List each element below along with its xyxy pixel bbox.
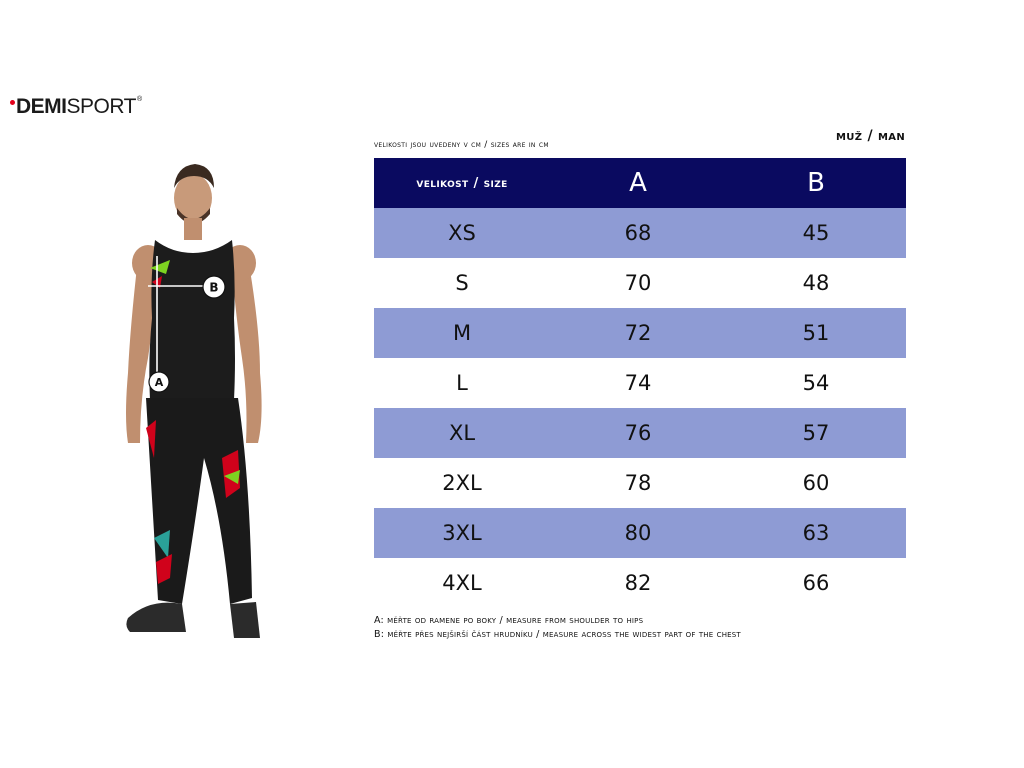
cell-a: 80 (624, 521, 652, 545)
table-row (374, 258, 906, 308)
cell-size: S (455, 271, 469, 295)
cell-a: 82 (624, 571, 652, 595)
logo-demi-text: DEMI (16, 95, 67, 118)
logo-registered-mark: ® (136, 96, 142, 103)
cell-a: 78 (624, 471, 652, 495)
cell-size: L (456, 371, 468, 395)
cell-a: 70 (624, 271, 652, 295)
cell-a: 76 (624, 421, 652, 445)
units-note: velikosti jsou uvedeny v cm / sizes are in cm (374, 140, 549, 150)
logo-sport-text: SPORT (66, 95, 136, 118)
demisport-logo (10, 94, 142, 120)
table-row (374, 458, 906, 508)
cell-a: 68 (624, 221, 652, 245)
header-a: A (629, 168, 647, 198)
cell-b: 63 (802, 521, 830, 545)
measurement-notes (374, 614, 741, 642)
table-row (374, 508, 906, 558)
cell-size: 3XL (442, 521, 482, 545)
model-figure-illustration (110, 158, 280, 644)
cell-a: 72 (624, 321, 652, 345)
cell-size: 2XL (442, 471, 482, 495)
cell-b: 57 (802, 421, 830, 445)
cell-size: 4XL (442, 571, 482, 595)
note-b: B: měřte přes nejširší část hrudníku / measure across the widest part of the chest (374, 629, 741, 640)
cell-b: 66 (802, 571, 830, 595)
cell-size: M (452, 321, 472, 345)
measure-marker-b: B (209, 280, 219, 295)
cell-b: 51 (802, 321, 830, 345)
cell-b: 48 (802, 271, 830, 295)
measure-marker-a: A (154, 376, 164, 389)
cell-size: XS (448, 221, 476, 245)
table-header-row (374, 158, 906, 208)
table-row (374, 208, 906, 258)
table-row (374, 408, 906, 458)
cell-b: 60 (802, 471, 830, 495)
gender-label: muž / man (836, 128, 905, 144)
cell-size: XL (448, 421, 476, 445)
size-chart-table (374, 158, 906, 608)
table-row (374, 358, 906, 408)
logo-red-dot (10, 100, 15, 105)
table-row (374, 308, 906, 358)
header-b: B (807, 168, 825, 198)
cell-b: 45 (802, 221, 830, 245)
cell-b: 54 (802, 371, 830, 395)
note-a: A: měřte od ramene po boky / measure from shoulder to hips (374, 615, 644, 626)
cell-a: 74 (624, 371, 652, 395)
header-size: velikost / size (416, 175, 508, 191)
table-row (374, 558, 906, 608)
